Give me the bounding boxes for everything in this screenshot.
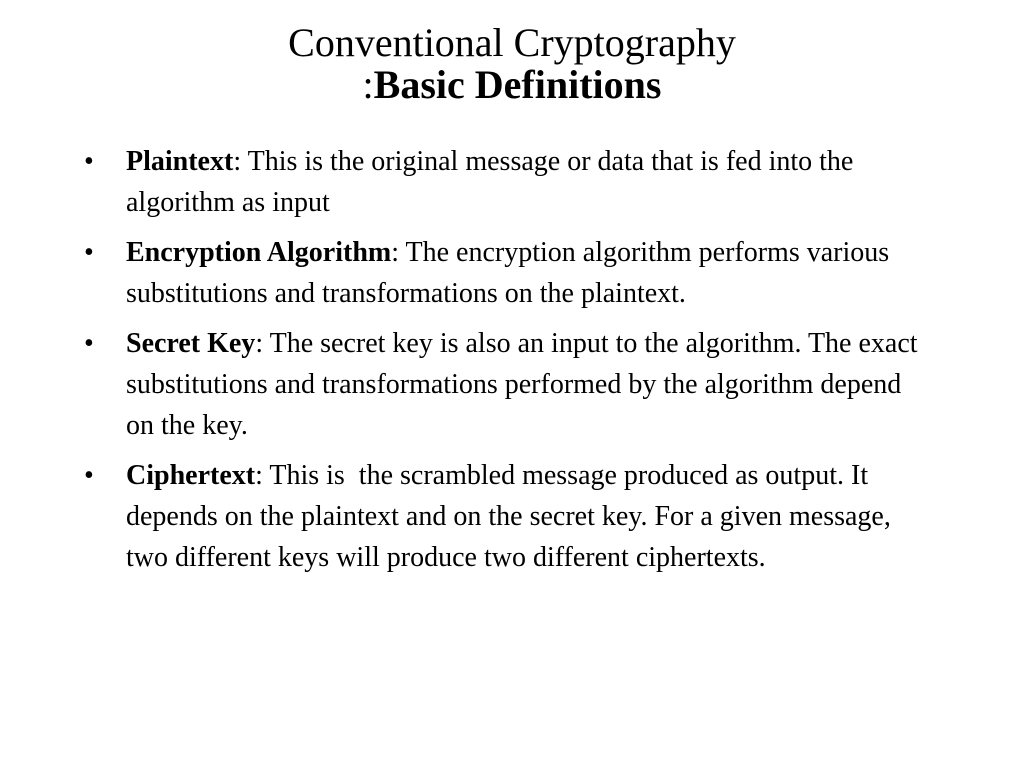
slide-title <box>0 22 1024 106</box>
definition-term: Plaintext <box>126 146 234 177</box>
title-subtitle: Basic Definitions <box>373 62 662 107</box>
title-colon: : <box>362 62 374 107</box>
definition-item-plaintext <box>84 141 924 223</box>
definition-description: : The secret key is also an input to the algorithm. The exact substitutions and transformations performed by the algorithm depend on the key. <box>126 328 925 441</box>
definition-term: Secret Key <box>126 328 256 359</box>
definition-list <box>84 141 924 587</box>
bullet-icon: • <box>84 328 94 359</box>
definition-item-encryption-algorithm <box>84 232 924 314</box>
definition-description: : This is the original message or data that is fed into the algorithm as input <box>126 146 861 218</box>
definition-description: : The encryption algorithm performs various substitutions and transformations on the plaintext. <box>126 237 897 309</box>
definition-term: Ciphertext <box>126 460 256 491</box>
title-line-1: Conventional Cryptography <box>288 20 736 65</box>
bullet-icon: • <box>84 460 94 491</box>
title-line-2 <box>0 64 1024 106</box>
definition-description: : This is the scrambled message produced as output. It depends on the plaintext and on the secret key. For a given message, two different keys will produce two different ciphertexts. <box>126 460 898 573</box>
bullet-icon: • <box>84 146 94 177</box>
definition-item-ciphertext <box>84 455 924 578</box>
bullet-icon: • <box>84 237 94 268</box>
definition-term: Encryption Algorithm <box>126 237 392 268</box>
definition-item-secret-key <box>84 323 924 446</box>
